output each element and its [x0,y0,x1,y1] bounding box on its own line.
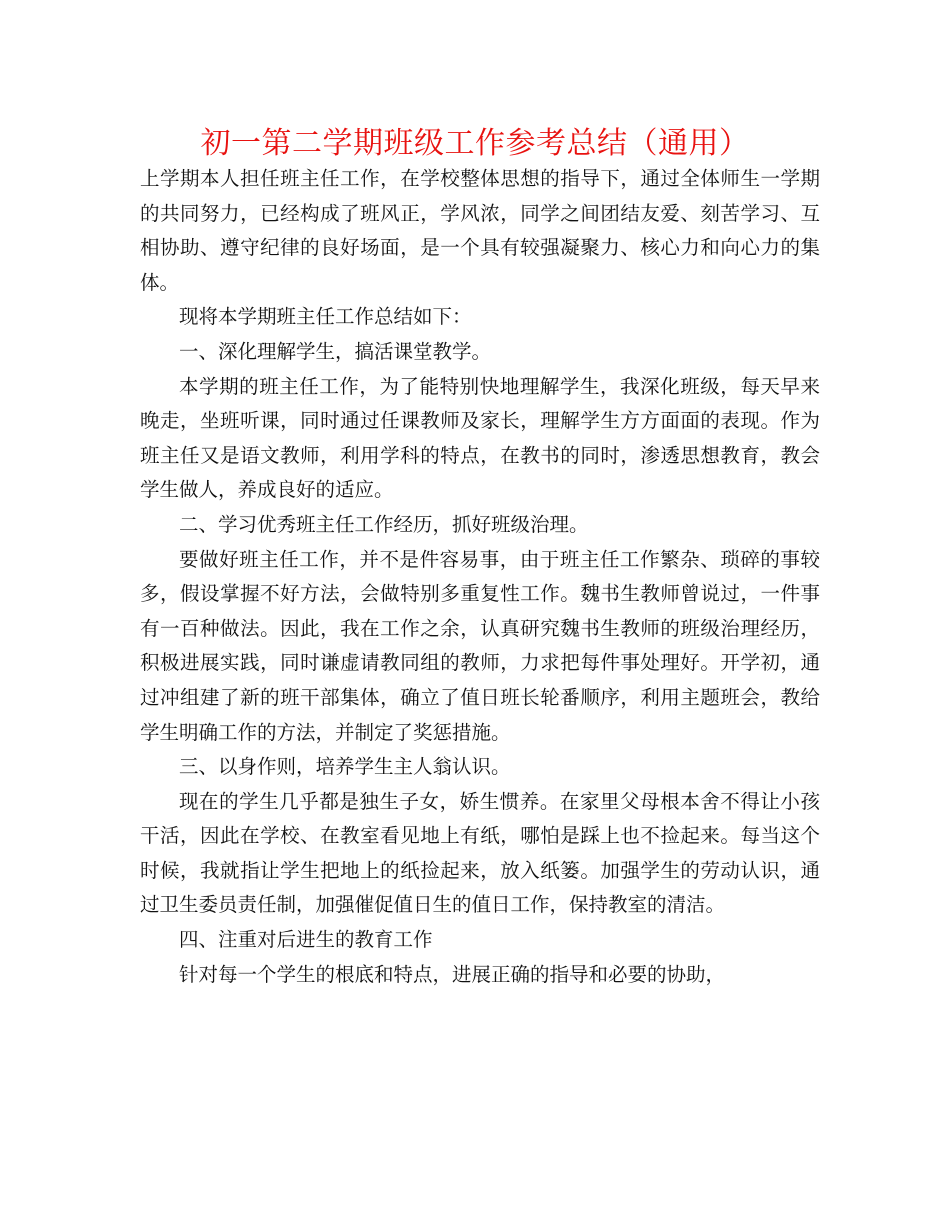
paragraph-section-2: 要做好班主任工作，并不是件容易事，由于班主任工作繁杂、琐碎的事较多，假设掌握不好方法，会做特别多重复性工作。魏书生教师曾说过，一件事有一百种做法。因此，我在工作之余，认真研究魏书生教师的班级治理经历，积极进展实践，同时谦虚请教同组的教师，力求把每件事处理好。开学初，通过冲组建了新的班干部集体，确立了值日班长轮番顺序，利用主题班会，教给学生明确工作的方法，并制定了奖惩措施。 [140,547,820,744]
paragraph-section-1: 本学期的班主任工作，为了能特别快地理解学生，我深化班级，每天早来晚走，坐班听课，同时通过任课教师及家长，理解学生方方面面的表现。作为班主任又是语文教师，利用学科的特点，在教书的同时，渗透思想教育，教会学生做人，养成良好的适应。 [140,374,820,502]
paragraph-section-4: 针对每一个学生的根底和特点，进展正确的指导和必要的协助， [179,962,726,986]
paragraph-section-3: 现在的学生几乎都是独生子女，娇生惯养。在家里父母根本舍不得让小孩干活，因此在学校、在教室看见地上有纸，哪怕是踩上也不捡起来。每当这个时候，我就指让学生把地上的纸捡起来，放入纸篓。加强学生的劳动认识，通过卫生委员责任制，加强催促值日生的值日工作，保持教室的清洁。 [140,789,820,917]
paragraph-intro: 上学期本人担任班主任工作，在学校整体思想的指导下，通过全体师生一学期的共同努力，已经构成了班风正，学风浓，同学之间团结友爱、刻苦学习、互相协助、遵守纪律的良好场面，是一个具有较强凝聚力、核心力和向心力的集体。 [140,167,820,294]
section-heading-2: 二、学习优秀班主任工作经历，抓好班级治理。 [179,512,589,536]
section-heading-3: 三、以身作则，培养学生主人翁认识。 [179,755,511,779]
paragraph-summary-lead: 现将本学期班主任工作总结如下： [179,305,472,329]
section-heading-1: 一、深化理解学生，搞活课堂教学。 [179,339,492,363]
section-heading-4: 四、注重对后进生的教育工作 [179,928,433,952]
document-title: 初一第二学期班级工作参考总结（通用） [200,126,750,161]
document-body [140,162,820,992]
